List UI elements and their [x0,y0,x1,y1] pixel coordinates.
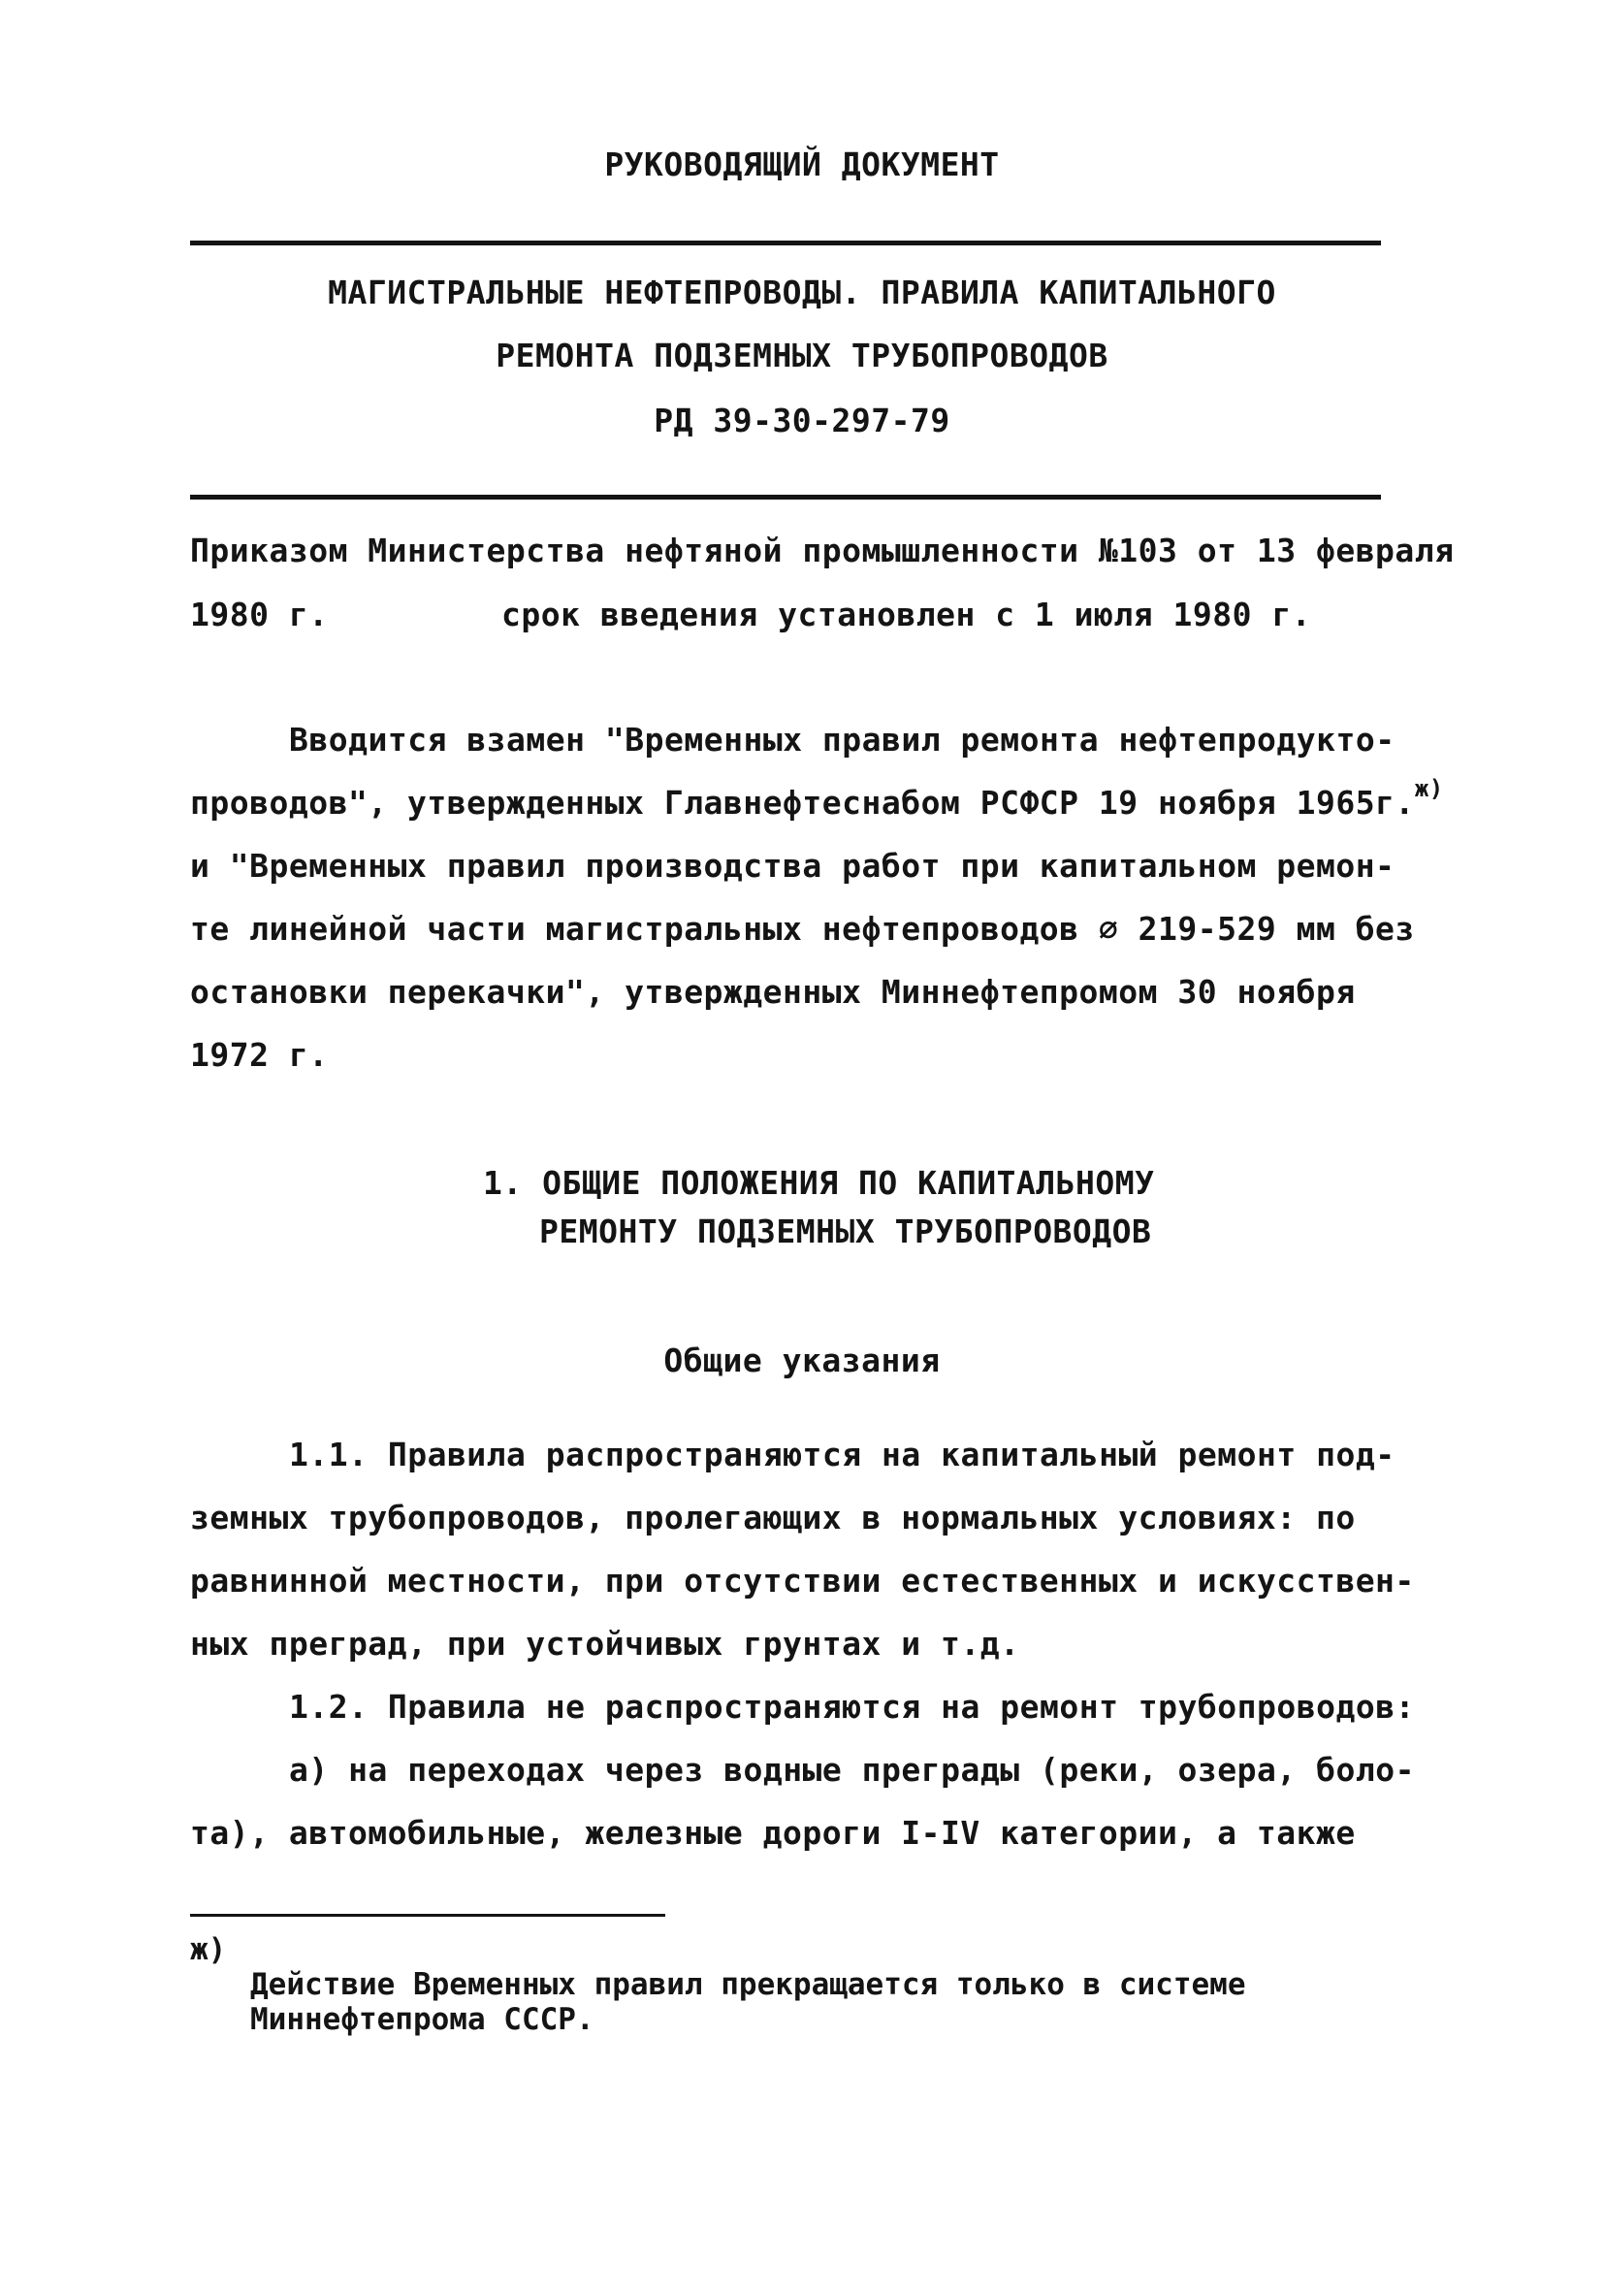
order-line-1: Приказом Министерства нефтяной промышленности №103 от 13 февраля [190,532,1455,569]
footnote-line-1: Действие Временных правил прекращается только в системе [250,1967,1246,2002]
replaces-line-3: и "Временных правил производства работ при капитальном ремон- [190,847,1395,885]
replaces-line-5: остановки перекачки", утвержденных Миннефтепромом 30 ноября [190,973,1356,1011]
section-subheading: Общие указания [663,1342,941,1379]
section-heading-line-1: 1. ОБЩИЕ ПОЛОЖЕНИЯ ПО КАПИТАЛЬНОМУ [483,1164,1155,1202]
document-code: РД 39-30-297-79 [654,402,950,439]
top-rule-2 [190,495,1381,500]
top-rule-1 [190,241,1381,245]
replaces-line-2 [190,775,1444,823]
clause-1-2-line-3: та), автомобильные, железные дороги I-IV категории, а также [190,1814,1356,1852]
replaces-line-4: те линейной части магистральных нефтепроводов ∅ 219-529 мм без [190,910,1415,948]
title-line-2: РЕМОНТА ПОДЗЕМНЫХ ТРУБОПРОВОДОВ [496,337,1108,374]
footnote-rule [190,1914,665,1917]
clause-1-1-line-2: земных трубопроводов, пролегающих в нормальных условиях: по [190,1499,1356,1536]
title-line-1: МАГИСТРАЛЬНЫЕ НЕФТЕПРОВОДЫ. ПРАВИЛА КАПИТАЛЬНОГО [328,274,1276,311]
clause-1-1-line-3: равнинной местности, при отсутствии естественных и искусствен- [190,1562,1415,1600]
footnote-mark: ж) [190,1932,227,1967]
footnote-reference: ж) [1414,775,1444,802]
clause-1-1-line-1: 1.1. Правила распространяются на капитальный ремонт под- [289,1436,1395,1473]
replaces-line-2-text: проводов", утвержденных Главнефтеснабом РСФСР 19 ноября 1965г. [190,784,1415,822]
replaces-line-6: 1972 г. [190,1036,329,1074]
document-type: РУКОВОДЯЩИЙ ДОКУМЕНТ [604,146,1000,183]
order-line-2-left: 1980 г. [190,596,329,633]
footnote-line-2: Миннефтепрома СССР. [250,2002,594,2037]
order-line-2-right: срок введения установлен с 1 июля 1980 г. [501,596,1312,633]
clause-1-1-line-4: ных преград, при устойчивых грунтах и т.д. [190,1625,1020,1663]
clause-1-2-line-1: 1.2. Правила не распространяются на ремонт трубопроводов: [289,1688,1415,1726]
replaces-line-1: Вводится взамен "Временных правил ремонта нефтепродукто- [289,721,1395,759]
section-heading-line-2: РЕМОНТУ ПОДЗЕМНЫХ ТРУБОПРОВОДОВ [539,1213,1152,1250]
clause-1-2-line-2: а) на переходах через водные преграды (реки, озера, боло- [289,1751,1415,1789]
